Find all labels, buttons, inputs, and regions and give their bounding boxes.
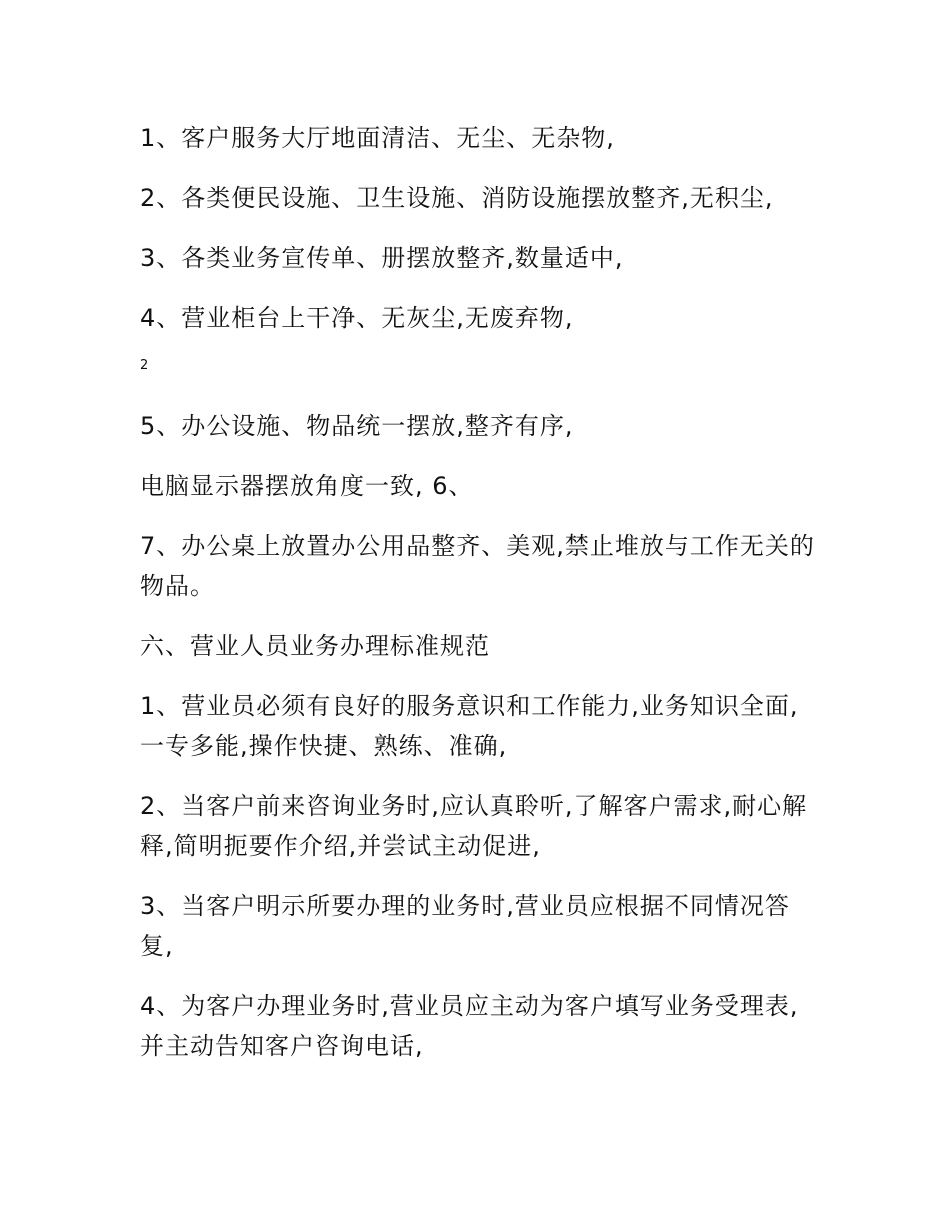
paragraph: 2、当客户前来咨询业务时,应认真聆听,了解客户需求,耐心解释,简明扼要作介绍,并尝试主动促进, [140, 792, 808, 860]
paragraph: 4、营业柜台上干净、无灰尘,无废弃物, [140, 304, 574, 332]
section-heading: 六、营业人员业务办理标准规范 [140, 632, 490, 660]
paragraph: 电脑显示器摆放角度一致, 6、 [140, 472, 474, 500]
paragraph: 2、各类便民设施、卫生设施、消防设施摆放整齐,无积尘, [140, 184, 774, 212]
page-number: 2 [140, 358, 149, 373]
paragraph: 3、当客户明示所要办理的业务时,营业员应根据不同情况答复, [140, 892, 790, 960]
paragraph: 4、为客户办理业务时,营业员应主动为客户填写业务受理表,并主动告知客户咨询电话, [140, 992, 799, 1060]
paragraph: 7、办公桌上放置办公用品整齐、美观,禁止堆放与工作无关的物品。 [140, 532, 815, 600]
document-body [140, 118, 820, 1086]
paragraph: 1、营业员必须有良好的服务意识和工作能力,业务知识全面,一专多能,操作快捷、熟练、准确, [140, 692, 799, 760]
paragraph: 5、办公设施、物品统一摆放,整齐有序, [140, 412, 574, 440]
paragraph: 1、客户服务大厅地面清洁、无尘、无杂物, [140, 124, 615, 152]
paragraph: 3、各类业务宣传单、册摆放整齐,数量适中, [140, 244, 624, 272]
